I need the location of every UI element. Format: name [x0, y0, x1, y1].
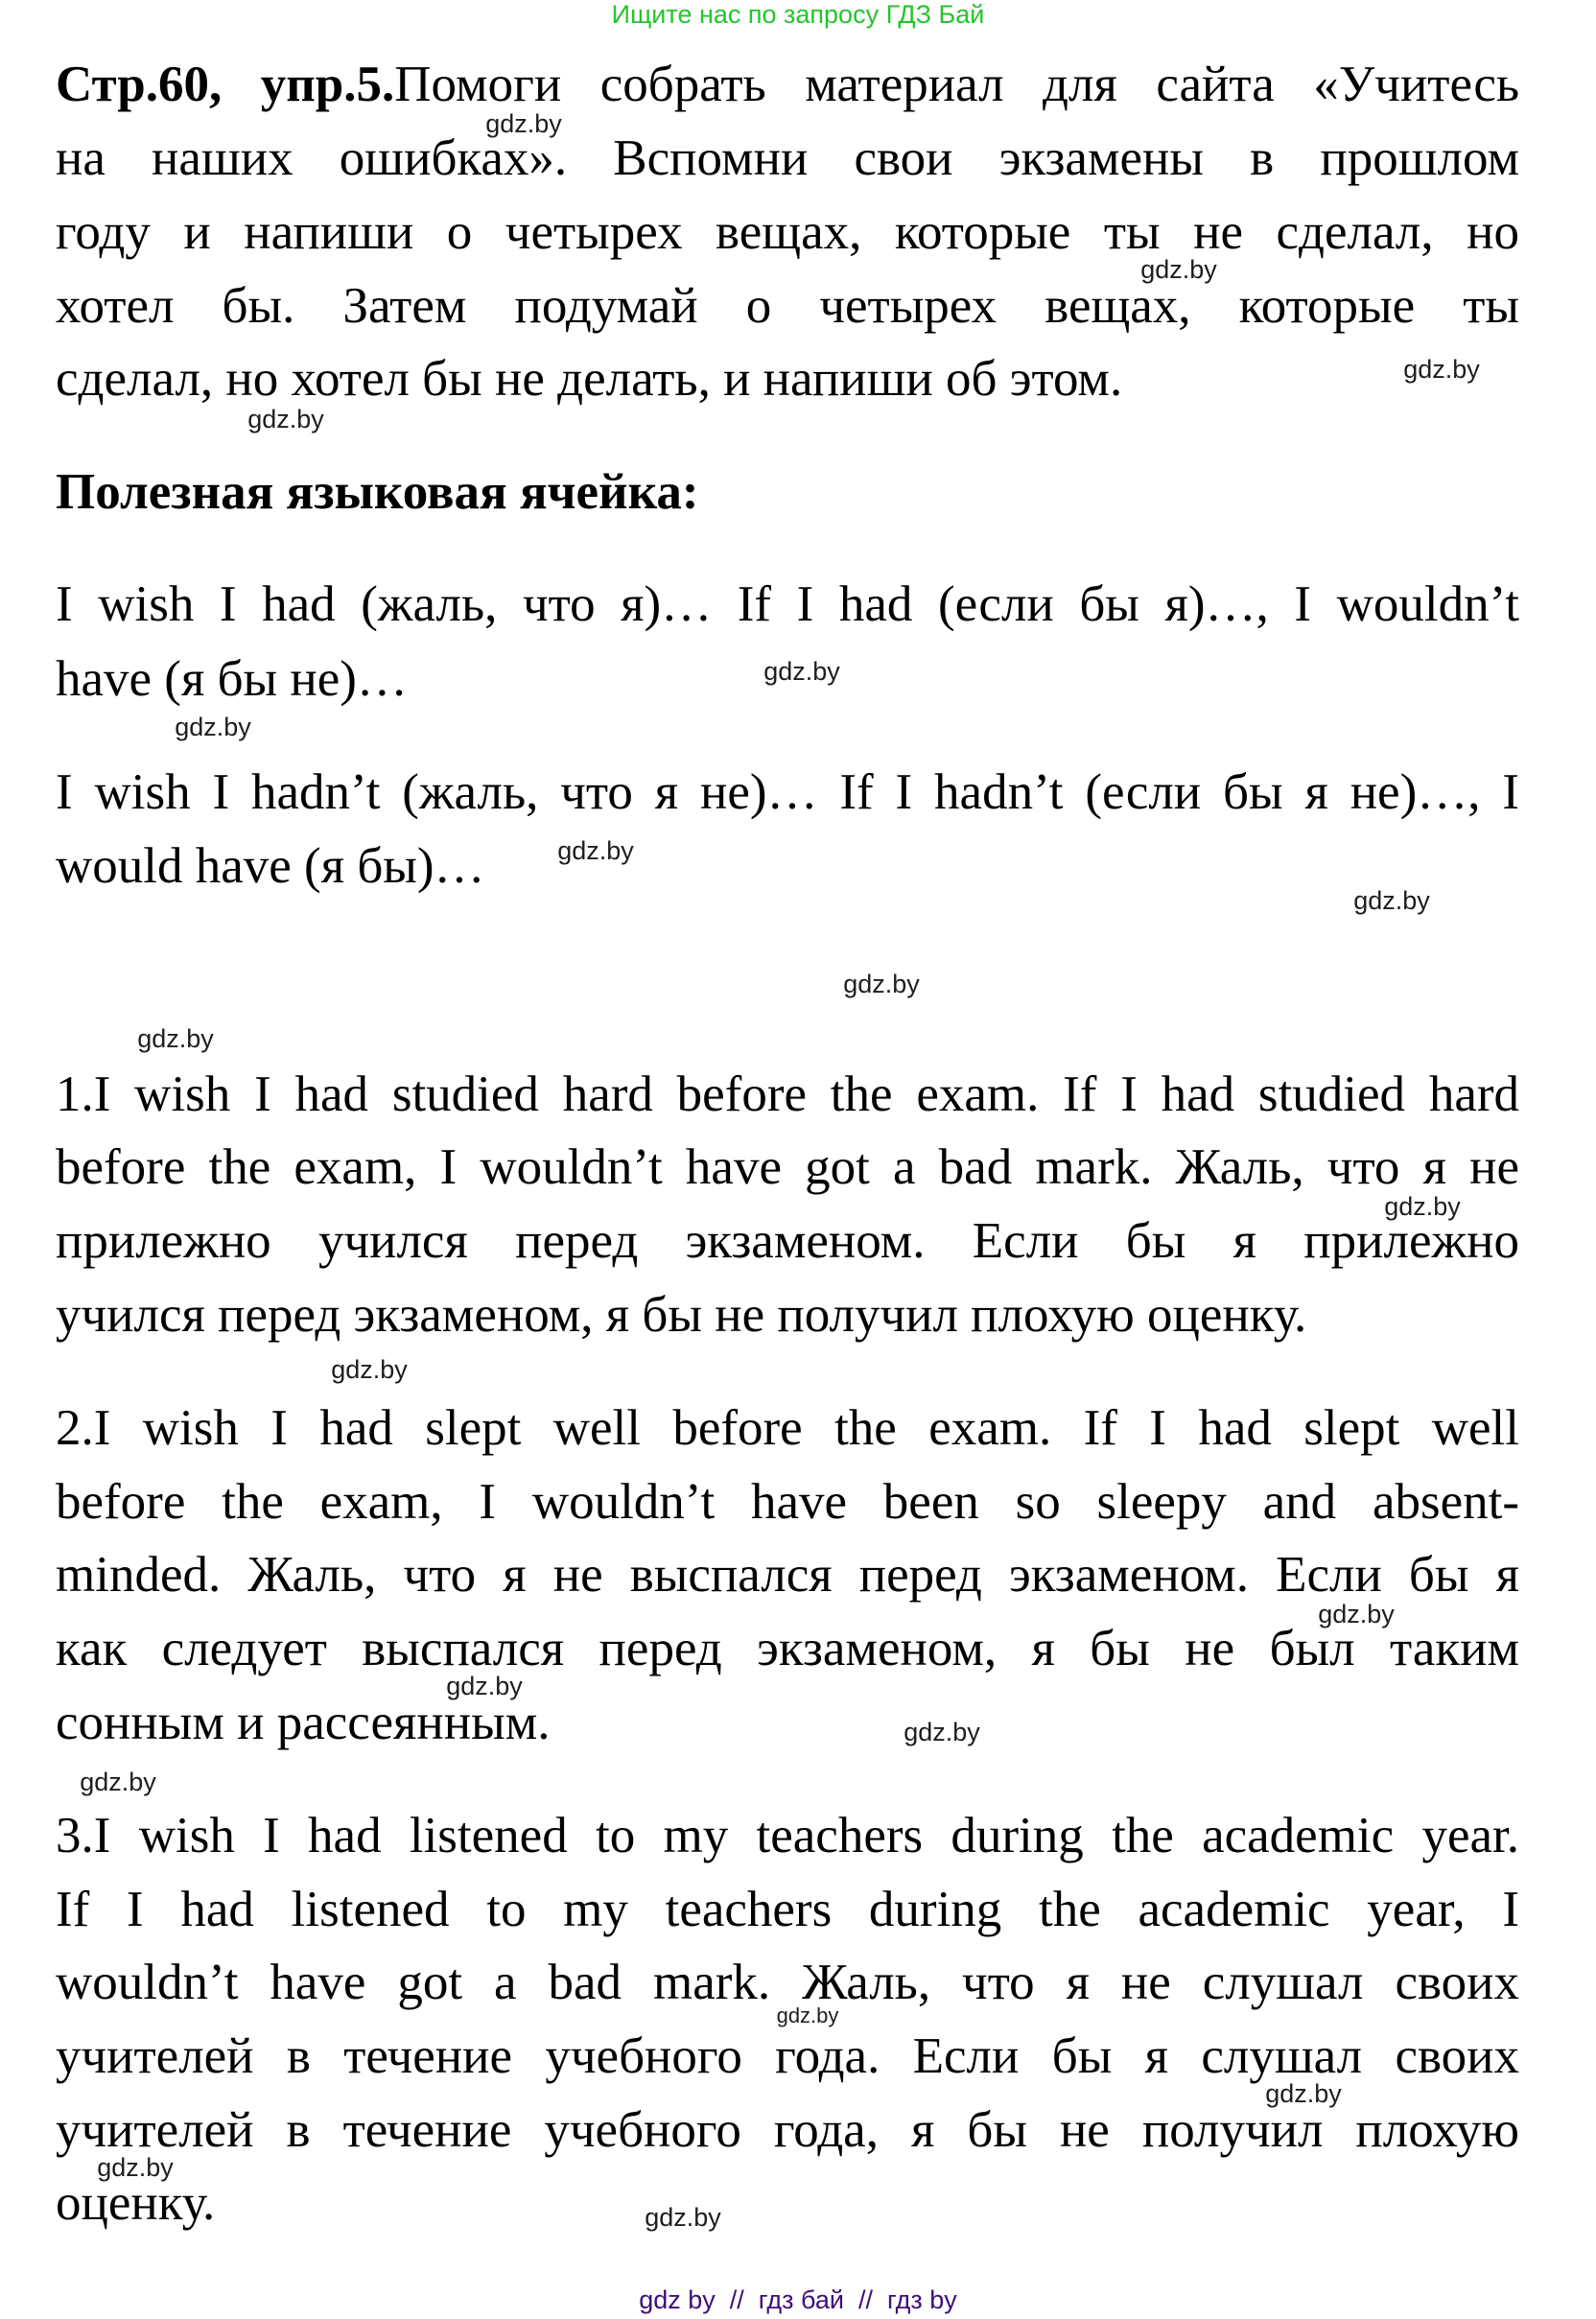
task-line-1: Стр.60, упр.5.Помоги собрать материал для сайта «Учитесь [56, 57, 1520, 112]
answer-3-line-1: 3.I wish I had listened to my teachers during the academic year. [56, 1808, 1519, 1863]
answer-3-line-5: учителей в течение учебного года, я бы не получил плохую [56, 2102, 1519, 2158]
watermark: gdz.by [1384, 1192, 1461, 1221]
watermark: gdz.by [776, 2003, 839, 2027]
answer-2-line-5: сонным и рассеянным. [56, 1695, 551, 1750]
task-label: Стр.60, упр.5. [56, 57, 395, 112]
answer-3-line-3: wouldn’t have got a bad mark. Жаль, что я не слушал своих [56, 1955, 1519, 2010]
watermark: gdz.by [763, 657, 840, 686]
watermark: gdz.by [97, 2153, 174, 2182]
answer-1-line-3: прилежно учился перед экзаменом. Если бы я прилежно [56, 1213, 1519, 1269]
watermark: gdz.by [485, 109, 562, 138]
answer-2-line-1: 2.I wish I had slept well before the exam. If I had slept well [56, 1400, 1519, 1456]
answer-2-line-4: как следует выспался перед экзаменом, я бы не был таким [56, 1621, 1519, 1676]
watermark: gdz.by [1403, 355, 1480, 384]
watermark: gdz.by [645, 2203, 721, 2232]
task-line-2: на наших ошибках». Вспомни свои экзамены в прошлом [56, 130, 1519, 186]
footer-site-links: gdz by // гдз бай // гдз by [639, 2285, 957, 2314]
watermark: gdz.by [175, 713, 251, 741]
answer-1-line-1: 1.I wish I had studied hard before the exam. If I had studied hard [56, 1066, 1519, 1122]
answer-2-line-2: before the exam, I wouldn’t have been so sleepy and absent- [56, 1474, 1519, 1530]
watermark: gdz.by [843, 970, 920, 998]
useful-cell-line-3: I wish I hadn’t (жаль, что я не)… If I hadn’t (если бы я не)…, I [56, 764, 1519, 820]
watermark: gdz.by [331, 1355, 408, 1384]
watermark: gdz.by [247, 405, 324, 433]
watermark: gdz.by [446, 1672, 523, 1700]
answer-1-line-4: учился перед экзаменом, я бы не получил плохую оценку. [56, 1287, 1307, 1343]
watermark: gdz.by [1140, 255, 1217, 284]
task-line-4: хотел бы. Затем подумай о четырех вещах, которые ты [56, 278, 1519, 334]
answer-1-line-2: before the exam, I wouldn’t have got a bad mark. Жаль, что я не [56, 1139, 1519, 1195]
answer-3-line-6: оценку. [56, 2175, 216, 2231]
search-hint-banner: Ищите нас по запросу ГДЗ Бай [611, 0, 985, 29]
watermark: gdz.by [904, 1718, 980, 1746]
watermark: gdz.by [1318, 1600, 1395, 1628]
answer-3-line-2: If I had listened to my teachers during the academic year, I [56, 1882, 1519, 1937]
useful-cell-line-2: have (я бы не)… [56, 651, 408, 707]
watermark: gdz.by [80, 1768, 156, 1796]
answer-2-line-3: minded. Жаль, что я не выспался перед экзаменом. Если бы я [56, 1547, 1519, 1603]
watermark: gdz.by [557, 836, 634, 865]
task-line-5: сделал, но хотел бы не делать, и напиши об этом. [56, 351, 1123, 407]
task-line-3: году и напиши о четырех вещах, которые ты не сделал, но [56, 204, 1519, 260]
watermark: gdz.by [137, 1024, 214, 1053]
useful-cell-line-4: would have (я бы)… [56, 838, 485, 894]
useful-cell-heading: Полезная языковая ячейка: [56, 464, 699, 520]
answer-3-line-4: учителей в течение учебного года. Если бы я слушал своих [56, 2028, 1519, 2084]
useful-cell-line-1: I wish I had (жаль, что я)… If I had (если бы я)…, I wouldn’t [56, 576, 1519, 632]
watermark: gdz.by [1265, 2079, 1342, 2108]
watermark: gdz.by [1353, 886, 1430, 915]
